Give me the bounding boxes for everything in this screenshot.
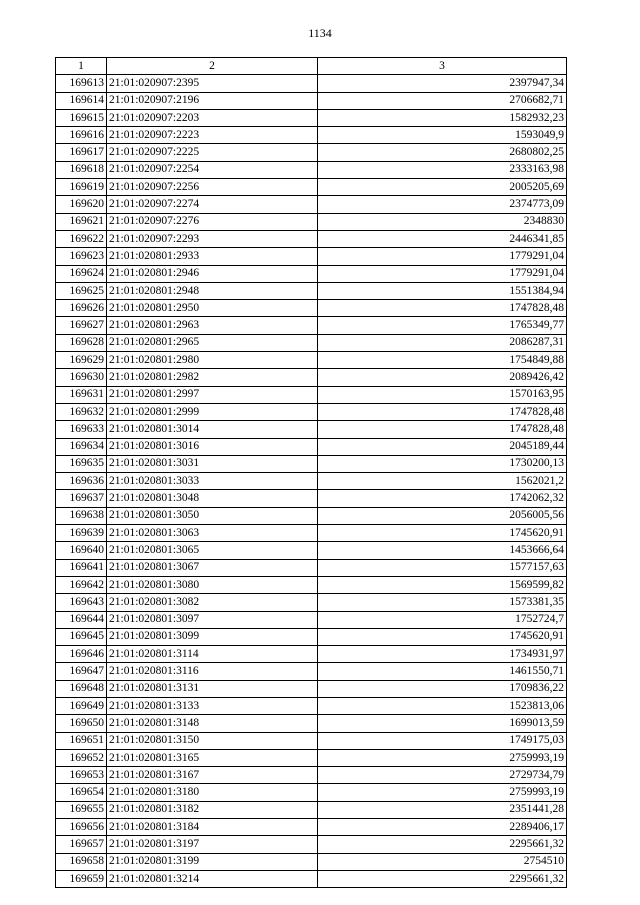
row-number-cell: 169648 [56,680,107,697]
cadastral-number-cell: 21:01:020907:2276 [107,213,318,230]
cadastral-number-cell: 21:01:020801:2997 [107,386,318,403]
value-cell: 2374773,09 [318,196,567,213]
value-cell: 1709836,22 [318,680,567,697]
table-row [56,663,567,680]
row-number-cell: 169643 [56,594,107,611]
row-number-cell: 169640 [56,542,107,559]
table-row [56,161,567,178]
value-cell: 2759993,19 [318,749,567,766]
table-row [56,317,567,334]
row-number-cell: 169649 [56,697,107,714]
cadastral-number-cell: 21:01:020801:3199 [107,853,318,870]
row-number-cell: 169646 [56,646,107,663]
value-cell: 2089426,42 [318,369,567,386]
value-cell: 2056005,56 [318,507,567,524]
table-row [56,282,567,299]
table-row [56,127,567,144]
cadastral-number-cell: 21:01:020801:2946 [107,265,318,282]
cadastral-number-cell: 21:01:020907:2203 [107,109,318,126]
row-number-cell: 169627 [56,317,107,334]
row-number-cell: 169651 [56,732,107,749]
cadastral-number-cell: 21:01:020801:3131 [107,680,318,697]
table-row [56,836,567,853]
value-cell: 1779291,04 [318,248,567,265]
value-cell: 2680802,25 [318,144,567,161]
value-cell: 1730200,13 [318,455,567,472]
table-row [56,542,567,559]
value-cell: 2397947,34 [318,75,567,92]
row-number-cell: 169645 [56,628,107,645]
cadastral-number-cell: 21:01:020801:3080 [107,576,318,593]
table-row [56,870,567,887]
table-row [56,697,567,714]
column-header-2: 2 [107,58,318,75]
table-row [56,75,567,92]
cadastral-number-cell: 21:01:020801:3097 [107,611,318,628]
row-number-cell: 169629 [56,352,107,369]
row-number-cell: 169621 [56,213,107,230]
row-number-cell: 169652 [56,749,107,766]
row-number-cell: 169631 [56,386,107,403]
value-cell: 1453666,64 [318,542,567,559]
row-number-cell: 169637 [56,490,107,507]
row-number-cell: 169628 [56,334,107,351]
cadastral-number-cell: 21:01:020907:2256 [107,179,318,196]
value-cell: 2759993,19 [318,784,567,801]
value-cell: 2005205,69 [318,179,567,196]
table-header [56,58,567,75]
value-cell: 1582932,23 [318,109,567,126]
table-row [56,334,567,351]
table-row [56,594,567,611]
value-cell: 2754510 [318,853,567,870]
row-number-cell: 169639 [56,525,107,542]
value-cell: 1573381,35 [318,594,567,611]
row-number-cell: 169618 [56,161,107,178]
table-row [56,715,567,732]
table-row [56,646,567,663]
value-cell: 1747828,48 [318,421,567,438]
cadastral-number-cell: 21:01:020801:2980 [107,352,318,369]
cadastral-number-cell: 21:01:020801:2948 [107,282,318,299]
value-cell: 1754849,88 [318,352,567,369]
value-cell: 1461550,71 [318,663,567,680]
cadastral-number-cell: 21:01:020801:3150 [107,732,318,749]
cadastral-number-cell: 21:01:020801:3050 [107,507,318,524]
table-row [56,179,567,196]
row-number-cell: 169615 [56,109,107,126]
table-row [56,196,567,213]
row-number-cell: 169656 [56,819,107,836]
row-number-cell: 169623 [56,248,107,265]
table-row [56,144,567,161]
value-cell: 2446341,85 [318,230,567,247]
cadastral-number-cell: 21:01:020801:3014 [107,421,318,438]
value-cell: 1562021,2 [318,473,567,490]
table-row [56,473,567,490]
value-cell: 2729734,79 [318,767,567,784]
value-cell: 2333163,98 [318,161,567,178]
row-number-cell: 169633 [56,421,107,438]
table-row [56,628,567,645]
column-header-3: 3 [318,58,567,75]
table-row [56,801,567,818]
row-number-cell: 169635 [56,455,107,472]
value-cell: 1745620,91 [318,525,567,542]
cadastral-number-cell: 21:01:020801:3214 [107,870,318,887]
cadastral-number-cell: 21:01:020801:3197 [107,836,318,853]
row-number-cell: 169616 [56,127,107,144]
table-row [56,352,567,369]
cadastral-number-cell: 21:01:020801:2965 [107,334,318,351]
value-cell: 1593049,9 [318,127,567,144]
cadastral-number-cell: 21:01:020801:3184 [107,819,318,836]
cadastral-number-cell: 21:01:020801:3067 [107,559,318,576]
table-row [56,403,567,420]
table-row [56,732,567,749]
value-cell: 2348830 [318,213,567,230]
cadastral-number-cell: 21:01:020801:3016 [107,438,318,455]
cadastral-number-cell: 21:01:020801:3116 [107,663,318,680]
table-row [56,455,567,472]
cadastral-number-cell: 21:01:020801:2963 [107,317,318,334]
table-row [56,109,567,126]
cadastral-number-cell: 21:01:020801:3133 [107,697,318,714]
cadastral-number-cell: 21:01:020907:2225 [107,144,318,161]
table-row [56,559,567,576]
cadastral-number-cell: 21:01:020801:3165 [107,749,318,766]
table-row [56,853,567,870]
cadastral-number-cell: 21:01:020907:2196 [107,92,318,109]
row-number-cell: 169619 [56,179,107,196]
cadastral-number-cell: 21:01:020801:3114 [107,646,318,663]
cadastral-number-cell: 21:01:020801:2950 [107,300,318,317]
table-row [56,749,567,766]
value-cell: 2351441,28 [318,801,567,818]
cadastral-number-cell: 21:01:020907:2254 [107,161,318,178]
table-row [56,507,567,524]
row-number-cell: 169653 [56,767,107,784]
cadastral-number-cell: 21:01:020801:3031 [107,455,318,472]
table-row [56,680,567,697]
row-number-cell: 169620 [56,196,107,213]
table-row [56,248,567,265]
row-number-cell: 169641 [56,559,107,576]
cadastral-number-cell: 21:01:020801:3065 [107,542,318,559]
value-cell: 2295661,32 [318,836,567,853]
row-number-cell: 169634 [56,438,107,455]
cadastral-number-cell: 21:01:020907:2274 [107,196,318,213]
cadastral-number-cell: 21:01:020801:2933 [107,248,318,265]
value-cell: 1742062,32 [318,490,567,507]
row-number-cell: 169642 [56,576,107,593]
table-row [56,490,567,507]
value-cell: 2706682,71 [318,92,567,109]
table-row [56,819,567,836]
cadastral-number-cell: 21:01:020801:3182 [107,801,318,818]
row-number-cell: 169626 [56,300,107,317]
table-row [56,576,567,593]
row-number-cell: 169617 [56,144,107,161]
table-row [56,784,567,801]
value-cell: 2289406,17 [318,819,567,836]
table-row [56,386,567,403]
row-number-cell: 169638 [56,507,107,524]
cadastral-number-cell: 21:01:020801:2999 [107,403,318,420]
value-cell: 2086287,31 [318,334,567,351]
table-row [56,369,567,386]
cadastral-number-cell: 21:01:020801:3167 [107,767,318,784]
row-number-cell: 169625 [56,282,107,299]
value-cell: 1570163,95 [318,386,567,403]
table-row [56,767,567,784]
value-cell: 1523813,06 [318,697,567,714]
table-row [56,438,567,455]
cadastral-number-cell: 21:01:020801:3099 [107,628,318,645]
value-cell: 1779291,04 [318,265,567,282]
cadastral-number-cell: 21:01:020801:3180 [107,784,318,801]
value-cell: 2295661,32 [318,870,567,887]
cadastral-number-cell: 21:01:020801:2982 [107,369,318,386]
page-number: 1134 [308,26,332,40]
value-cell: 1551384,94 [318,282,567,299]
row-number-cell: 169630 [56,369,107,386]
cadastral-number-cell: 21:01:020907:2293 [107,230,318,247]
row-number-cell: 169650 [56,715,107,732]
cadastral-number-cell: 21:01:020801:3033 [107,473,318,490]
table-row [56,300,567,317]
row-number-cell: 169644 [56,611,107,628]
row-number-cell: 169636 [56,473,107,490]
row-number-cell: 169654 [56,784,107,801]
cadastral-number-cell: 21:01:020801:3048 [107,490,318,507]
row-number-cell: 169657 [56,836,107,853]
row-number-cell: 169659 [56,870,107,887]
value-cell: 2045189,44 [318,438,567,455]
table-row [56,421,567,438]
value-cell: 1752724,7 [318,611,567,628]
value-cell: 1745620,91 [318,628,567,645]
row-number-cell: 169632 [56,403,107,420]
row-number-cell: 169613 [56,75,107,92]
header-row [56,58,567,75]
row-number-cell: 169614 [56,92,107,109]
column-header-1: 1 [56,58,107,75]
table-row [56,265,567,282]
cadastral-number-cell: 21:01:020907:2395 [107,75,318,92]
row-number-cell: 169647 [56,663,107,680]
cadastral-number-cell: 21:01:020801:3148 [107,715,318,732]
value-cell: 1747828,48 [318,300,567,317]
row-number-cell: 169655 [56,801,107,818]
table-row [56,525,567,542]
value-cell: 1577157,63 [318,559,567,576]
value-cell: 1569599,82 [318,576,567,593]
value-cell: 1699013,59 [318,715,567,732]
table-body [56,75,567,888]
row-number-cell: 169624 [56,265,107,282]
table-row [56,611,567,628]
registry-table [55,57,567,888]
row-number-cell: 169658 [56,853,107,870]
value-cell: 1734931,97 [318,646,567,663]
row-number-cell: 169622 [56,230,107,247]
cadastral-number-cell: 21:01:020801:3063 [107,525,318,542]
table-row [56,213,567,230]
value-cell: 1749175,03 [318,732,567,749]
table-row [56,92,567,109]
table-row [56,230,567,247]
value-cell: 1765349,77 [318,317,567,334]
cadastral-number-cell: 21:01:020801:3082 [107,594,318,611]
value-cell: 1747828,48 [318,403,567,420]
cadastral-number-cell: 21:01:020907:2223 [107,127,318,144]
